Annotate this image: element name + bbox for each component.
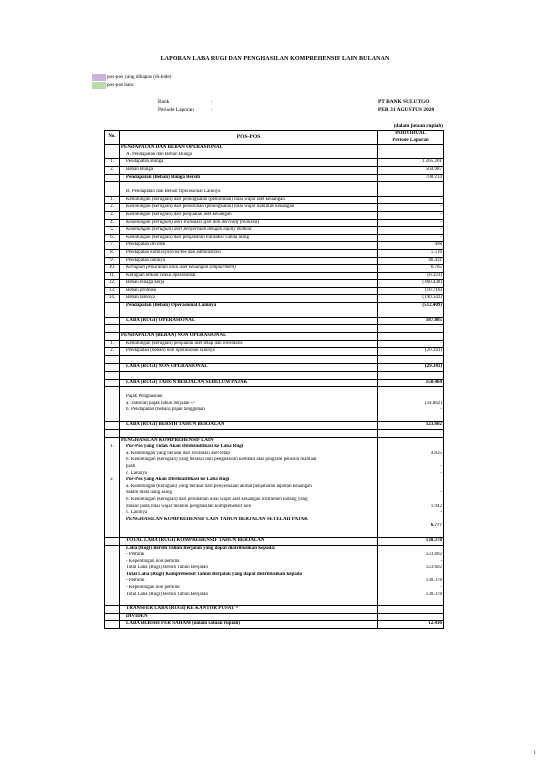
row-number xyxy=(105,572,120,579)
row-number xyxy=(105,451,120,458)
row-number xyxy=(105,585,120,592)
row-number xyxy=(105,401,120,408)
row-value: (190.143) xyxy=(378,295,444,303)
header-no: No. xyxy=(105,131,120,145)
row-value xyxy=(378,530,444,538)
legend-new-label: pos-pos baru xyxy=(107,82,134,88)
table-row xyxy=(105,497,444,504)
period-value: PER 31 AGUSTUS 2020 xyxy=(378,107,435,113)
table-row xyxy=(105,598,444,606)
row-value: 130.378 xyxy=(378,592,444,599)
row-number: 1. xyxy=(105,159,120,167)
table-row xyxy=(105,407,444,414)
row-number: 1. xyxy=(105,340,120,348)
row-value xyxy=(378,394,444,401)
bank-value: PT BANK SULUTGO xyxy=(378,99,430,105)
table-row xyxy=(105,613,444,621)
row-number xyxy=(105,578,120,585)
row-value xyxy=(378,356,444,364)
table-row xyxy=(105,477,444,484)
row-label: Beban promosi xyxy=(120,287,378,295)
row-number xyxy=(105,182,120,190)
row-label: Keuntungan (kerugian) dari penjabaran transaksi valuta asing xyxy=(120,234,378,242)
row-number xyxy=(105,471,120,478)
row-label: LABA (RUGI) OPERASIONAL xyxy=(120,317,378,325)
row-number xyxy=(105,394,120,401)
row-number xyxy=(105,174,120,182)
row-label: Kerugian terkait risiko operasional xyxy=(120,272,378,280)
row-number xyxy=(105,414,120,422)
row-value: - xyxy=(378,211,444,219)
row-label xyxy=(120,414,378,422)
row-number xyxy=(105,437,120,444)
table-row xyxy=(105,340,444,348)
row-label: LABA (RUGI) NON OPERASIONAL xyxy=(120,364,378,372)
table-row xyxy=(105,484,444,491)
row-value: (10.716) xyxy=(378,287,444,295)
row-number: 4. xyxy=(105,219,120,227)
table-row xyxy=(105,394,444,401)
row-label xyxy=(120,182,378,190)
row-number: 2. xyxy=(105,204,120,212)
row-value: 187.805 xyxy=(378,317,444,325)
table-row xyxy=(105,537,444,545)
row-value: 700.214 xyxy=(378,174,444,182)
table-row xyxy=(105,523,444,530)
row-label: Keuntungan (kerugian) dari penyertaan dengan equity method xyxy=(120,227,378,235)
row-value xyxy=(378,152,444,159)
row-label: b. Pendapatan (beban) pajak tangguhan xyxy=(120,407,378,414)
row-number xyxy=(105,598,120,606)
row-value: 498 xyxy=(378,242,444,250)
table-row xyxy=(105,249,444,257)
row-label xyxy=(120,356,378,364)
row-label: Pajak Penghasilan xyxy=(120,394,378,401)
row-number xyxy=(105,484,120,491)
table-row xyxy=(105,310,444,318)
row-label xyxy=(120,598,378,606)
legend-swatch-new xyxy=(92,82,106,89)
row-label xyxy=(120,387,378,395)
row-value xyxy=(378,598,444,606)
row-label: Keuntungan (kerugian) dari penurunan (peningkatan) nilai wajar liabilitas keuangan xyxy=(120,204,378,212)
row-label: Pendapatan (Beban) Operasional Lainnya xyxy=(120,303,378,310)
row-label: pasti xyxy=(120,464,378,471)
row-number xyxy=(105,310,120,318)
row-label: Total Laba (Rugi) Komprehensif Tahun Berjalan yang dapat distribusikan kepada xyxy=(120,572,378,579)
income-statement-table xyxy=(104,130,444,629)
row-label: Pendapatan (beban) non operasional lainnya xyxy=(120,348,378,356)
row-number xyxy=(105,530,120,538)
row-label: PENGHASILAN KOMPREHENSIF LAIN TAHUN BERJALAN SETELAH PAJAK xyxy=(120,517,378,524)
row-value: 130.378 xyxy=(378,578,444,585)
period-colon: : xyxy=(211,107,213,113)
row-value: 130.378 xyxy=(378,537,444,545)
row-value xyxy=(378,545,444,552)
row-value: 1.516 xyxy=(378,249,444,257)
table-row xyxy=(105,578,444,585)
row-value: 46.431 xyxy=(378,257,444,265)
table-row xyxy=(105,196,444,204)
row-number xyxy=(105,545,120,552)
row-label: b. Keuntungan (kerugian) dari perubahan nilai wajar aset keuangan instrumen hutang yang xyxy=(120,497,378,504)
row-label: Pendapatan dividen xyxy=(120,242,378,250)
row-value: - xyxy=(378,585,444,592)
row-number: 5. xyxy=(105,227,120,235)
row-label: PENDAPATAN (BEBAN) NON OPERASIONAL xyxy=(120,333,378,341)
bank-label: Bank xyxy=(158,99,170,105)
row-label: DIVIDEN xyxy=(120,613,378,621)
row-number: 2. xyxy=(105,348,120,356)
table-row xyxy=(105,621,444,629)
row-label: - Kepentingan non pemilik xyxy=(120,585,378,592)
row-number: 7. xyxy=(105,242,120,250)
row-label: Total Laba (Rugi) Bersih Tahun Berjalan xyxy=(120,592,378,599)
table-row xyxy=(105,174,444,182)
row-value xyxy=(378,497,444,504)
row-number: 1. xyxy=(105,444,120,451)
row-label: Keuntungan (kerugian) dari penjualan aset keuangan xyxy=(120,211,378,219)
row-value: 123.602 xyxy=(378,552,444,559)
row-number: 8. xyxy=(105,249,120,257)
row-label: - Pemilik xyxy=(120,552,378,559)
row-value xyxy=(378,613,444,621)
row-number xyxy=(105,464,120,471)
row-number xyxy=(105,379,120,387)
row-number xyxy=(105,387,120,395)
row-number xyxy=(105,303,120,310)
row-label: Beban tenaga kerja xyxy=(120,280,378,288)
row-value: - xyxy=(378,407,444,414)
row-number xyxy=(105,422,120,430)
table-body xyxy=(105,145,444,629)
table-row xyxy=(105,303,444,310)
table-row xyxy=(105,356,444,364)
row-label: Keuntungan (kerugian) dari transaksi spot dan derivatif (realised) xyxy=(120,219,378,227)
row-number: 3. xyxy=(105,211,120,219)
table-row xyxy=(105,317,444,325)
row-label: Pendapatan (Beban) Bunga Bersih xyxy=(120,174,378,182)
table-row xyxy=(105,437,444,444)
header-periode: Periode Laporan xyxy=(378,138,444,145)
row-value: - xyxy=(378,490,444,497)
row-label: LABA BERSIH PER SAHAM (dalam satuan rupiah) xyxy=(120,621,378,629)
table-row xyxy=(105,517,444,524)
row-number xyxy=(105,189,120,196)
row-value xyxy=(378,182,444,190)
row-value: (512.409) xyxy=(378,303,444,310)
row-label: Total Laba (Rugi) Bersih Tahun Berjalan xyxy=(120,565,378,572)
row-label: Pendapatan lainnya xyxy=(120,257,378,265)
table-row xyxy=(105,287,444,295)
table-row xyxy=(105,211,444,219)
row-number xyxy=(105,407,120,414)
row-number: 2. xyxy=(105,166,120,174)
table-row xyxy=(105,464,444,471)
row-value xyxy=(378,333,444,341)
row-label: Pendapatan komisi/provisi/fee dan administrasi xyxy=(120,249,378,257)
table-row xyxy=(105,166,444,174)
table-row xyxy=(105,242,444,250)
row-number xyxy=(105,356,120,364)
row-value xyxy=(378,484,444,491)
row-value: 1.265.201 xyxy=(378,159,444,167)
row-label: Beban Bunga xyxy=(120,166,378,174)
row-number: 11. xyxy=(105,272,120,280)
table-row xyxy=(105,572,444,579)
row-value xyxy=(378,371,444,379)
row-number xyxy=(105,621,120,629)
row-number: 10. xyxy=(105,265,120,273)
period-label: Periode Laporan xyxy=(158,107,194,113)
row-label xyxy=(120,371,378,379)
table-row xyxy=(105,204,444,212)
row-value: 4.835 xyxy=(378,451,444,458)
table-row xyxy=(105,325,444,333)
row-value xyxy=(378,387,444,395)
row-number xyxy=(105,317,120,325)
table-row xyxy=(105,451,444,458)
table-row xyxy=(105,182,444,190)
table-row xyxy=(105,504,444,511)
row-number xyxy=(105,537,120,545)
row-number xyxy=(105,517,120,524)
row-value xyxy=(378,517,444,524)
row-value xyxy=(378,606,444,614)
row-label: Keuntungan (kerugian) dari peningkatan (penurunan) nilai wajar aset keuangan xyxy=(120,196,378,204)
row-label: PENDAPATAN DAN BEBAN OPERASIONAL xyxy=(120,145,378,152)
row-value: - xyxy=(378,464,444,471)
table-row xyxy=(105,510,444,517)
row-value xyxy=(378,145,444,152)
row-value: - xyxy=(378,340,444,348)
row-number xyxy=(105,613,120,621)
row-label xyxy=(120,523,378,530)
table-row xyxy=(105,272,444,280)
row-value: - xyxy=(378,510,444,517)
table-row xyxy=(105,592,444,599)
row-label: a. Taksiran pajak tahun berjalan -/- xyxy=(120,401,378,408)
row-label: a. Keuntungan yang berasal dari revaluasi aset tetap xyxy=(120,451,378,458)
table-row xyxy=(105,364,444,372)
table-row xyxy=(105,159,444,167)
row-value: (29.341) xyxy=(378,364,444,372)
row-label: Pendapatan Bunga xyxy=(120,159,378,167)
legend-deleted-label: pos-pos yang dihapus (di-hide) xyxy=(107,74,172,80)
row-value xyxy=(378,189,444,196)
row-label xyxy=(120,310,378,318)
table-row xyxy=(105,559,444,566)
unit-note: (dalam jutaan rupiah) xyxy=(393,123,443,129)
table-header-row xyxy=(105,131,444,138)
row-label: Beban lainnya xyxy=(120,295,378,303)
row-value: - xyxy=(378,219,444,227)
row-number xyxy=(105,490,120,497)
row-label: c. Lainnya xyxy=(120,510,378,517)
table-row xyxy=(105,371,444,379)
table-row xyxy=(105,429,444,437)
row-label: Pos-Pos yang Akan Direklasifikasi ke Laba Rugi xyxy=(120,477,378,484)
legend-swatch-deleted xyxy=(92,74,106,81)
table-row xyxy=(105,333,444,341)
row-value: - xyxy=(378,204,444,212)
row-value: 123.602 xyxy=(378,422,444,430)
row-number xyxy=(105,565,120,572)
row-value xyxy=(378,310,444,318)
table-row xyxy=(105,471,444,478)
row-number xyxy=(105,592,120,599)
row-number xyxy=(105,559,120,566)
table-row xyxy=(105,606,444,614)
table-row xyxy=(105,387,444,395)
row-number xyxy=(105,325,120,333)
row-label: Pos-Pos yang Tidak Akan Direklasifikasi ke Laba Rugi xyxy=(120,444,378,451)
row-value: (34.862) xyxy=(378,401,444,408)
table-row xyxy=(105,189,444,196)
row-value xyxy=(378,572,444,579)
table-row xyxy=(105,348,444,356)
row-number: 13. xyxy=(105,287,120,295)
row-value: 564.987 xyxy=(378,166,444,174)
page-number: 1 xyxy=(533,751,536,756)
row-number: 2. xyxy=(105,477,120,484)
row-label: LABA (RUGI) BERSIH TAHUN BERJALAN xyxy=(120,422,378,430)
table-row xyxy=(105,585,444,592)
row-value xyxy=(378,437,444,444)
row-value: - xyxy=(378,559,444,566)
table-row xyxy=(105,265,444,273)
row-number: 9. xyxy=(105,257,120,265)
table-row xyxy=(105,457,444,464)
report-title: LAPORAN LABA RUGI DAN PENGHASILAN KOMPREHENSIF LAIN BULANAN xyxy=(160,56,390,62)
table-row xyxy=(105,219,444,227)
row-label: c. Lainnya xyxy=(120,471,378,478)
row-number xyxy=(105,429,120,437)
row-number: 6. xyxy=(105,234,120,242)
row-label xyxy=(120,530,378,538)
row-number xyxy=(105,497,120,504)
table-row xyxy=(105,490,444,497)
table-row xyxy=(105,444,444,451)
row-label: dalam mata uang asing xyxy=(120,490,378,497)
table-row xyxy=(105,295,444,303)
row-label: diukur pada nilai wajar melalui penghasilan komprehensif lain xyxy=(120,504,378,511)
table-row xyxy=(105,280,444,288)
row-number xyxy=(105,364,120,372)
row-value xyxy=(378,325,444,333)
bank-colon: : xyxy=(211,99,213,105)
row-value: - xyxy=(378,227,444,235)
row-number xyxy=(105,523,120,530)
row-number xyxy=(105,552,120,559)
row-value xyxy=(378,457,444,464)
row-value: (360.438) xyxy=(378,280,444,288)
row-label: TRANSFER LABA (RUGI) KE KANTOR PUSAT ¹⁾ xyxy=(120,606,378,614)
table-row xyxy=(105,545,444,552)
row-number: 14. xyxy=(105,295,120,303)
row-label xyxy=(120,429,378,437)
row-number xyxy=(105,606,120,614)
header-individual: INDIVIDUAL xyxy=(378,131,444,138)
row-number xyxy=(105,457,120,464)
table-row xyxy=(105,227,444,235)
row-value: 1.942 xyxy=(378,504,444,511)
row-value: - xyxy=(378,196,444,204)
row-number: 12. xyxy=(105,280,120,288)
row-value: 158.464 xyxy=(378,379,444,387)
row-value: 6.765 xyxy=(378,265,444,273)
row-number xyxy=(105,510,120,517)
row-label: Keuntungan (kerugian) penjualan aset tetap dan inventaris xyxy=(120,340,378,348)
row-value: 6.777 xyxy=(378,523,444,530)
row-value: 123.602 xyxy=(378,565,444,572)
row-value xyxy=(378,429,444,437)
table-row xyxy=(105,414,444,422)
row-label: PENGHASILAN KOMPREHENSIF LAIN xyxy=(120,437,378,444)
row-label: LABA (RUGI) TAHUN BERJALAN SEBELUM PAJAK xyxy=(120,379,378,387)
table-row xyxy=(105,565,444,572)
row-number xyxy=(105,333,120,341)
table-row xyxy=(105,401,444,408)
row-number xyxy=(105,145,120,152)
row-label: b. Keuntungan (kerugian) yang berasal dari pengukuran kembali atas program pensiun manfaat xyxy=(120,457,378,464)
row-number xyxy=(105,371,120,379)
row-value: (6.323) xyxy=(378,272,444,280)
table-row xyxy=(105,234,444,242)
table-row xyxy=(105,152,444,159)
table-row xyxy=(105,422,444,430)
row-label xyxy=(120,325,378,333)
row-value: (29.341) xyxy=(378,348,444,356)
row-label: Laba (Rugi) Bersih Tahun Berjalan yang dapat diatribusikan kepada: xyxy=(120,545,378,552)
table-row xyxy=(105,552,444,559)
legend-deleted xyxy=(92,74,171,81)
row-value xyxy=(378,444,444,451)
row-label: a. Keuntungan (kerugian) yang berasal dari penyesuaian akibat penjabaran laporan keuangan xyxy=(120,484,378,491)
row-value: 12.436 xyxy=(378,621,444,629)
row-value xyxy=(378,414,444,422)
row-label: Kerugian penurunan nilai aset keuangan (impairment) xyxy=(120,265,378,273)
table-row xyxy=(105,530,444,538)
row-number: 1. xyxy=(105,196,120,204)
row-number xyxy=(105,152,120,159)
row-value xyxy=(378,477,444,484)
table-row xyxy=(105,145,444,152)
row-label: TOTAL LABA (RUGI) KOMPREHENSIF TAHUN BERJALAN xyxy=(120,537,378,545)
row-label: B. Pendapatan dan Beban Operasional Lainnya xyxy=(120,189,378,196)
row-label: A. Pendapatan dan Beban Bunga xyxy=(120,152,378,159)
row-number xyxy=(105,504,120,511)
table-row xyxy=(105,379,444,387)
legend-new xyxy=(92,82,134,89)
row-label: - Pemilik xyxy=(120,578,378,585)
header-pos: POS-POS xyxy=(120,131,378,145)
row-label: - Kepentingan non pemilik xyxy=(120,559,378,566)
table-row xyxy=(105,257,444,265)
row-value: - xyxy=(378,471,444,478)
row-value: - xyxy=(378,234,444,242)
